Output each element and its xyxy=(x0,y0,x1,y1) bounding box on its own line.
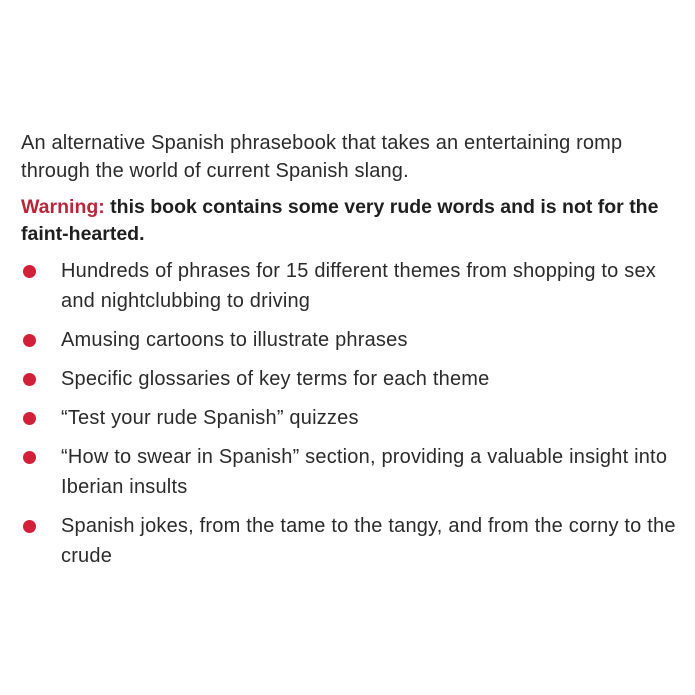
bullet-icon xyxy=(23,265,36,278)
warning-text: this book contains some very rude words and is not for the faint-hearted. xyxy=(21,196,659,245)
feature-text: Hundreds of phrases for 15 different themes from shopping to sex and nightclubbing to driving xyxy=(61,260,656,312)
feature-text: “How to swear in Spanish” section, providing a valuable insight into Iberian insults xyxy=(61,446,668,498)
bullet-icon xyxy=(23,412,36,425)
bullet-icon xyxy=(23,451,36,464)
warning-paragraph xyxy=(21,194,689,248)
bullet-icon xyxy=(23,373,36,386)
list-item xyxy=(21,364,689,394)
feature-text: Specific glossaries of key terms for each theme xyxy=(61,368,490,390)
list-item xyxy=(21,403,689,433)
book-blurb xyxy=(21,129,689,580)
warning-label: Warning: xyxy=(21,196,105,218)
feature-text: “Test your rude Spanish” quizzes xyxy=(61,407,359,429)
list-item xyxy=(21,442,689,502)
bullet-icon xyxy=(23,334,36,347)
list-item xyxy=(21,325,689,355)
intro-paragraph: An alternative Spanish phrasebook that takes an entertaining romp through the world of current Spanish slang. xyxy=(21,132,623,182)
feature-list xyxy=(21,256,689,571)
list-item xyxy=(21,256,689,316)
list-item xyxy=(21,511,689,571)
feature-text: Spanish jokes, from the tame to the tangy, and from the corny to the crude xyxy=(61,515,676,567)
feature-text: Amusing cartoons to illustrate phrases xyxy=(61,329,408,351)
bullet-icon xyxy=(23,520,36,533)
